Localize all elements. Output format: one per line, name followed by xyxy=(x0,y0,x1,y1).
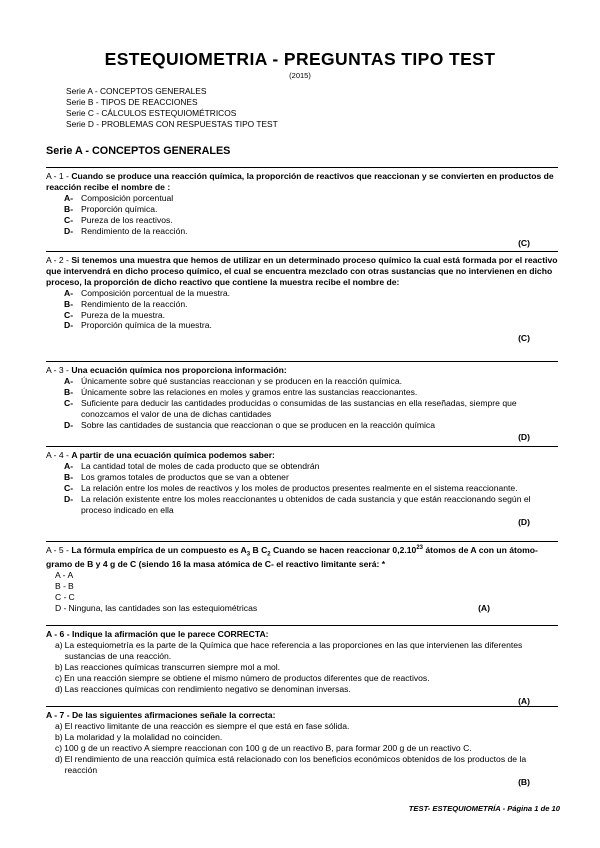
question-stem: La fórmula empírica de un compuesto es $A_3$ B $C_2$ Cuando se hacen reaccionar 0,2.10$^{23}$ átomos de A con un átomo-gramo de B y 4 g de C (siendo 16 la masa atómica de C- el reactivo limitante será: * xyxy=(46,545,538,570)
series-list xyxy=(66,86,278,130)
option-c: c) En una reacción siempre se obtiene el mismo número de productos diferentes que de reactivos. xyxy=(55,672,430,683)
question-a3 xyxy=(46,361,558,443)
answer-label: (D) xyxy=(518,517,530,528)
option-b: B- Los gramos totales de productos que se van a obtener xyxy=(64,471,289,482)
option-a: A- Composición porcentual xyxy=(64,192,174,203)
option-a: A - A xyxy=(55,570,74,581)
question-number: A - 7 - xyxy=(46,710,70,720)
option-c: C - C xyxy=(55,592,75,603)
option-a: A- Únicamente sobre qué sustancias reaccionan y se producen en la reacción química. xyxy=(64,375,403,386)
option-c: C- Suficiente para deducir las cantidades producidas o consumidas de las sustancias en ella reseñadas, siempre que conozcamos el valor de una de dichas cantidades xyxy=(64,397,517,419)
series-item: Serie A - CONCEPTOS GENERALES xyxy=(66,86,207,96)
option-c: C- Pureza de la muestra. xyxy=(64,309,166,320)
page-footer: TEST- ESTEQUIOMETRÍA - Página 1 de 10 xyxy=(408,804,560,813)
answer-label: (B) xyxy=(518,777,530,788)
option-b: B- Rendimiento de la reacción. xyxy=(64,298,188,309)
question-number: A - 4 - xyxy=(46,450,69,460)
answer-label: (A) xyxy=(478,602,490,613)
option-c: c) 100 g de un reactivo A siempre reaccionan con 100 g de un reactivo B, para formar 200 g de un reactivo C. xyxy=(55,742,472,753)
question-stem: Una ecuación química nos proporciona información: xyxy=(71,365,287,375)
series-item: Serie C - CÁLCULOS ESTEQUIOMÉTRICOS xyxy=(66,107,237,118)
answer-label: (C) xyxy=(518,333,530,344)
option-a: A- La cantidad total de moles de cada producto que se obtendrán xyxy=(64,460,320,471)
question-a7 xyxy=(46,706,558,788)
question-stem: De las siguientes afirmaciones señale la correcta: xyxy=(71,710,276,720)
series-item: Serie D - PROBLEMAS CON RESPUESTAS TIPO TEST xyxy=(66,118,278,129)
option-c: C- Pureza de los reactivos. xyxy=(64,214,173,225)
option-d: D- Rendimiento de la reacción. xyxy=(64,225,188,236)
option-d: D- Proporción química de la muestra. xyxy=(64,320,212,331)
section-title: Serie A - CONCEPTOS GENERALES xyxy=(46,145,231,157)
option-c: C- La relación entre los moles de reactivos y los moles de productos presentes realmente en el sistema reaccionante. xyxy=(64,482,518,493)
option-b: B- Proporción química. xyxy=(64,203,158,214)
question-number: A - 6 - xyxy=(46,629,70,639)
question-stem: Indique la afirmación que le parece CORRECTA: xyxy=(71,629,269,639)
option-b: B- Únicamente sobre las relaciones en moles y gramos entre las sustancias reaccionantes. xyxy=(64,386,418,397)
question-stem: Si tenemos una muestra que hemos de utilizar en un determinado proceso químico la cual está formada por el reactivo que intervendrá en dicho proceso químico, el cual se encuentra mezclado con otras sustancias que no intervienen en dicho proceso, la proporción de dicho reactivo que contiene la muestra recibe el nombre de: xyxy=(46,255,558,287)
option-b: b) Las reacciones químicas transcurren siempre mol a mol. xyxy=(55,661,281,672)
question-number: A - 1 - xyxy=(46,171,69,181)
question-a1 xyxy=(46,167,558,249)
option-a: A- Composición porcentual de la muestra. xyxy=(64,287,231,298)
option-d: D- La relación existente entre los moles reaccionantes u obtenidos de cada sustancia y que están reaccionando según el proceso indicado en ella xyxy=(64,493,531,515)
question-a5 xyxy=(46,541,558,614)
question-a4 xyxy=(46,446,558,528)
series-item: Serie B - TIPOS DE REACCIONES xyxy=(66,96,198,107)
question-number: A - 2 - xyxy=(46,255,69,265)
option-b: B - B xyxy=(55,581,74,592)
option-b: b) La molaridad y la molalidad no coinciden. xyxy=(55,731,223,742)
question-number: A - 3 - xyxy=(46,365,69,375)
question-a6 xyxy=(46,625,558,707)
answer-label: (D) xyxy=(518,432,530,443)
question-stem: Cuando se produce una reacción química, la proporción de reactivos que reaccionan y se convierten en productos de reacción recibe el nombre de : xyxy=(46,171,554,192)
question-stem: A partir de una ecuación química podemos saber: xyxy=(71,450,275,460)
document-year: (2015) xyxy=(289,71,311,80)
document-title: ESTEQUIOMETRIA - PREGUNTAS TIPO TEST xyxy=(104,49,496,69)
answer-label: (A) xyxy=(518,696,530,707)
option-d: D- Sobre las cantidades de sustancia que reaccionan o que se producen en la reacción química xyxy=(64,419,436,430)
option-d: D - Ninguna, las cantidades son las estequiométricas (A) xyxy=(55,602,490,613)
question-number: A - 5 - xyxy=(46,545,69,555)
option-a: a) El reactivo limitante de una reacción es siempre el que está en fase sólida. xyxy=(55,720,350,731)
question-a2 xyxy=(46,251,558,344)
option-a: a) La estequiometría es la parte de la Química que hace referencia a las proporciones en las que intervienen las diferentes sustancias de una reacción. xyxy=(55,639,523,661)
answer-label: (C) xyxy=(518,238,530,249)
option-d: d) Las reacciones químicas con rendimiento negativo se denominan inversas. xyxy=(55,683,351,694)
option-d: d) El rendimiento de una reacción química está relacionado con los beneficios económicos obtenidos de los productos de la reacción xyxy=(55,753,527,775)
